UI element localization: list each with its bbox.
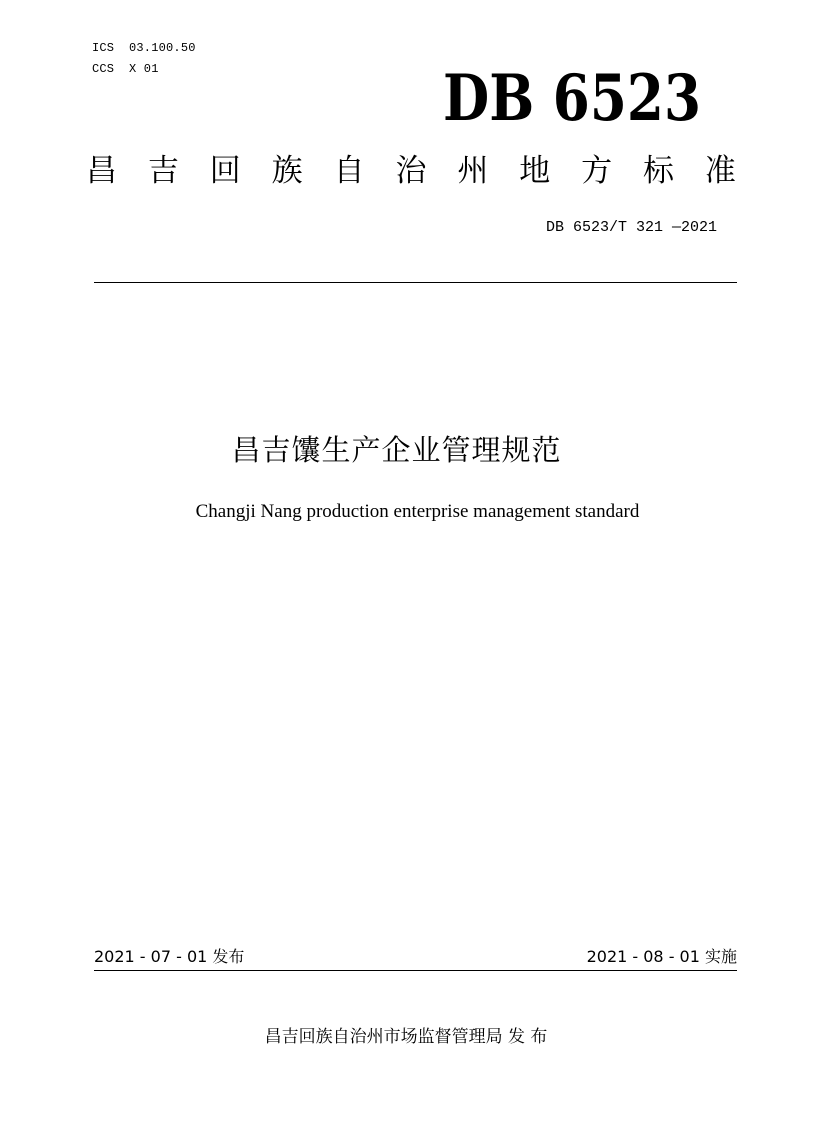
header-divider bbox=[94, 282, 737, 283]
standard-type-title-char: 自 bbox=[333, 153, 365, 189]
standard-type-title-char: 昌 bbox=[86, 153, 117, 189]
db-logo bbox=[440, 62, 705, 134]
standard-type-title-char: 回 bbox=[209, 153, 241, 189]
classification-codes bbox=[92, 38, 196, 80]
standard-type-title-char: 吉 bbox=[147, 153, 179, 189]
publish-date: 2021 - 07 - 01 发布 bbox=[94, 947, 245, 966]
standard-type-title-char: 准 bbox=[704, 153, 736, 189]
standard-type-title-char: 治 bbox=[395, 153, 427, 189]
standard-type-title-char: 族 bbox=[271, 153, 303, 189]
standard-type-title-char: 地 bbox=[519, 153, 551, 189]
footer-divider bbox=[94, 970, 737, 971]
document-title-en: Changji Nang production enterprise management standard bbox=[195, 501, 640, 522]
ccs-code: CCS X 01 bbox=[92, 62, 159, 76]
standard-type-title-char: 标 bbox=[643, 153, 675, 189]
ics-code: ICS 03.100.50 bbox=[92, 41, 196, 55]
standard-type-title bbox=[86, 150, 736, 192]
standard-type-title-char: 方 bbox=[581, 153, 613, 189]
implementation-date: 2021 - 08 - 01 实施 bbox=[586, 947, 737, 966]
issuing-authority: 昌吉回族自治州市场监督管理局 发 布 bbox=[264, 1027, 548, 1047]
db-logo-text: DB 6523 bbox=[443, 61, 701, 136]
document-number: DB 6523/T 321 —2021 bbox=[545, 219, 717, 236]
document-title-cn: 昌吉馕生产企业管理规范 bbox=[231, 433, 562, 467]
standard-type-title-char: 州 bbox=[457, 153, 489, 189]
